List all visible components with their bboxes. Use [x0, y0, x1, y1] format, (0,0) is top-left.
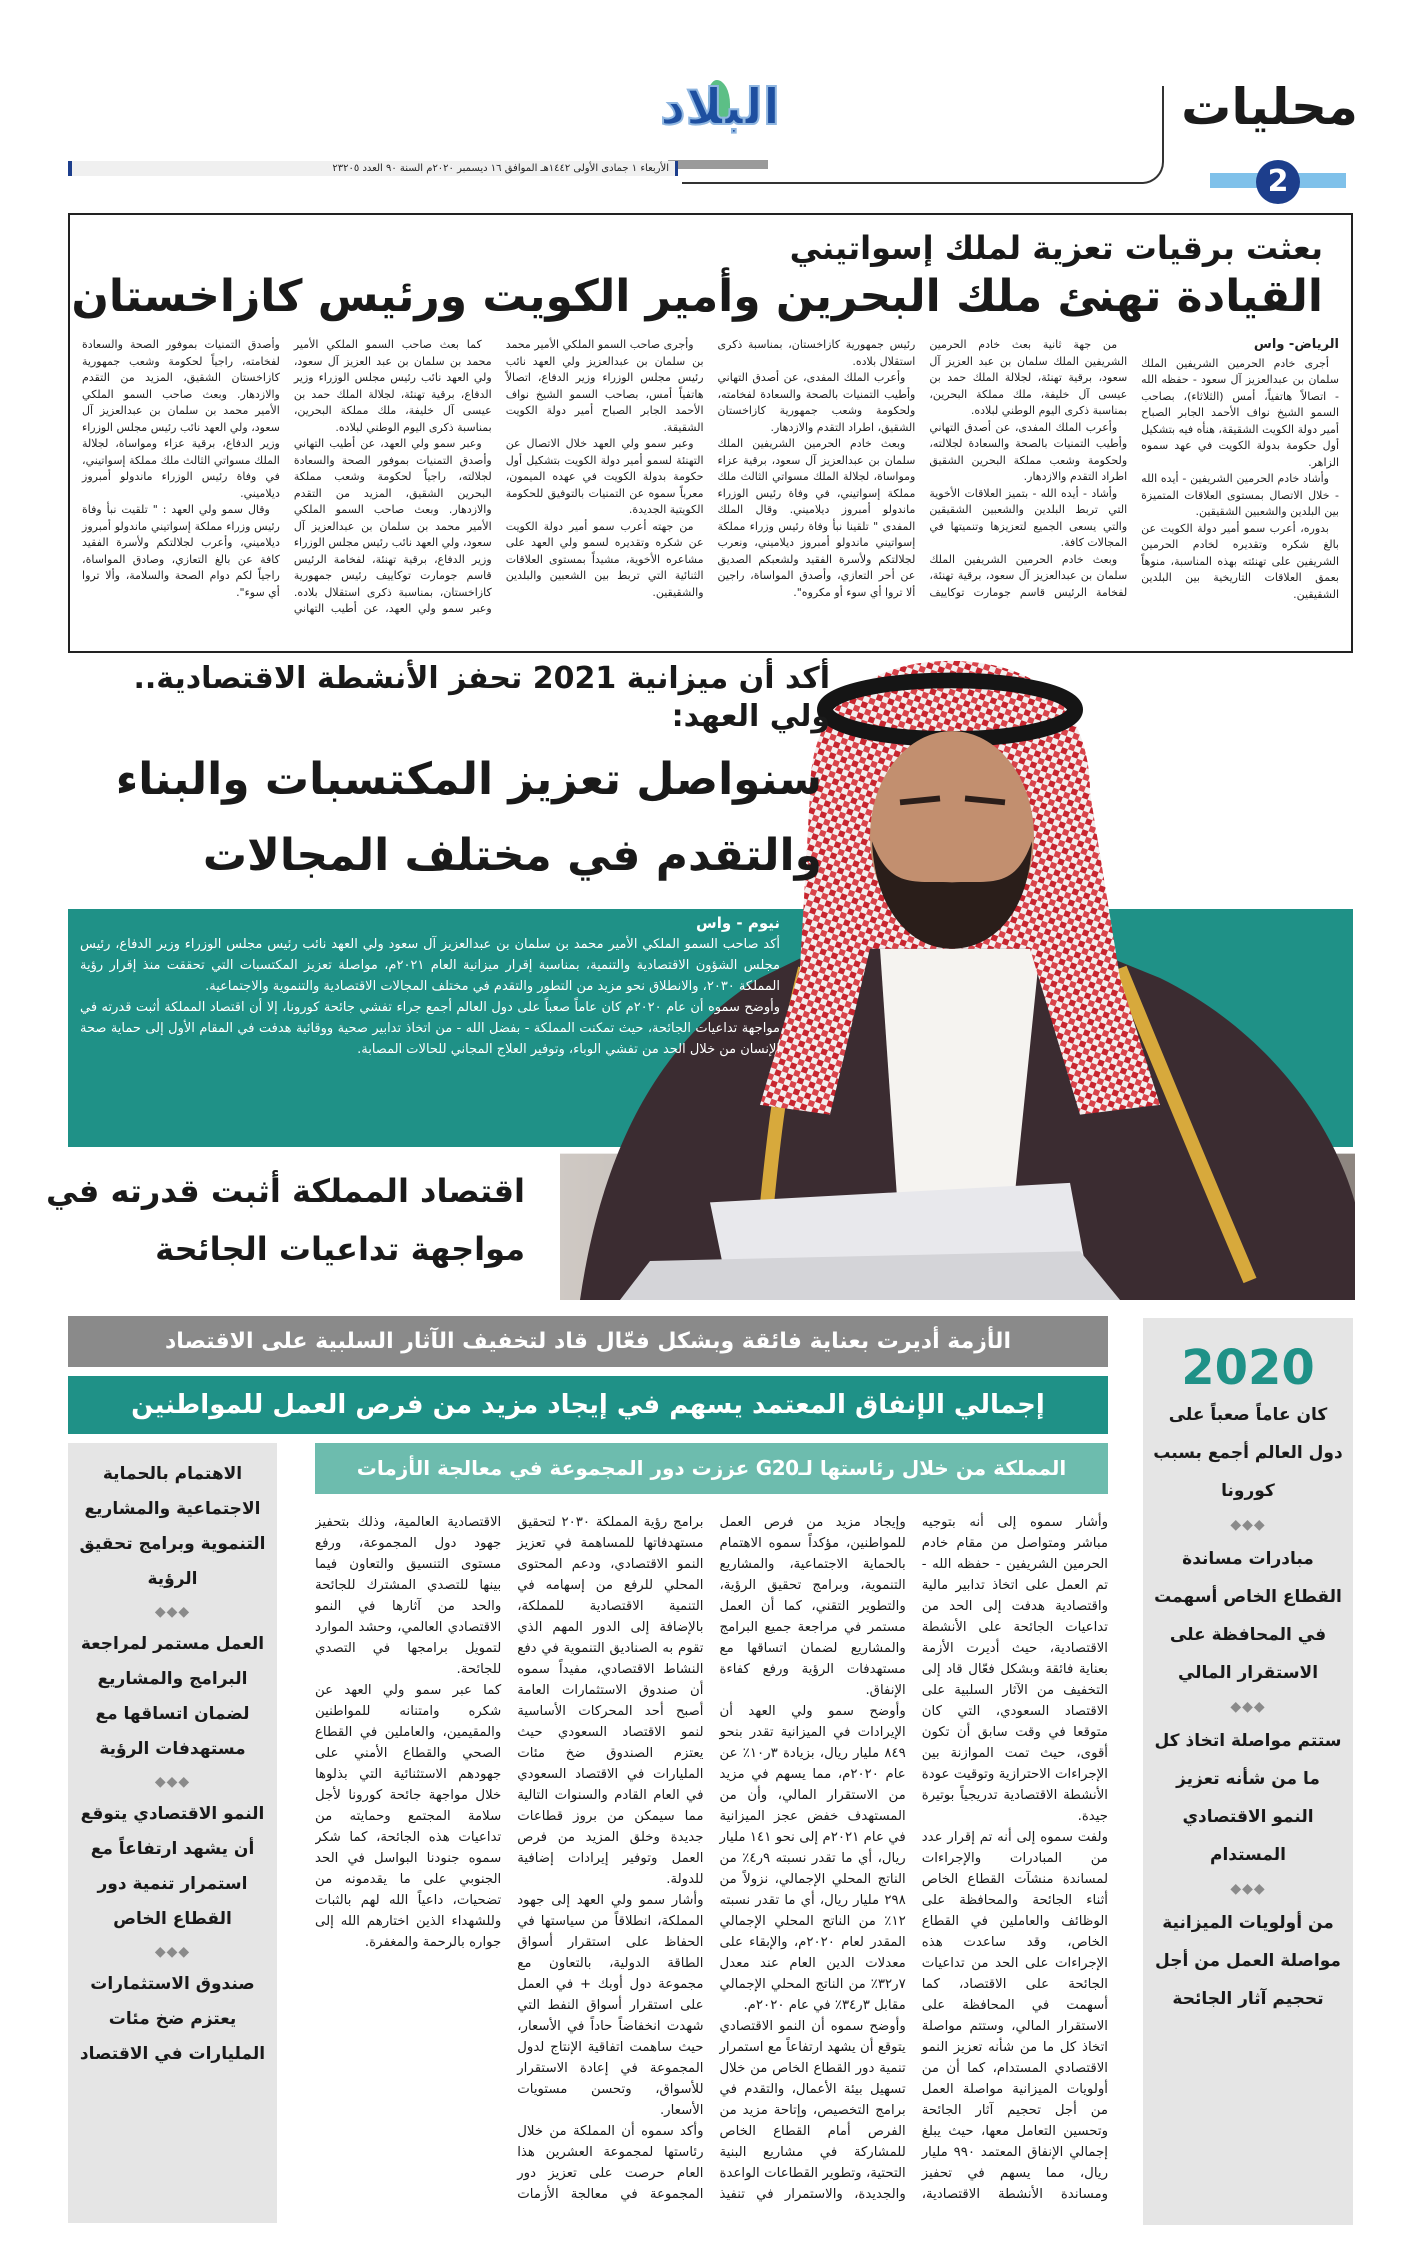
article-dateline: الرياض- واس: [1253, 337, 1339, 352]
lead-paragraph: وأوضح سموه أن عام ٢٠٢٠م كان عاماً صعباً على دول العالم أجمع جراء تفشي جائحة كورونا، إلا أن اقتصاد المملكة أثبت قدرته في مواجهة تداعيات الجائحة، حيث تمكنت المملكة - بفضل الله - من اتخاذ تدابير صحية ووقائية هدفت في المقام الأول إلى حماية صحة الإنسان من خلال الحد من تفشي الوباء، وتوفير العلاج المجاني للحالات المصابة.: [80, 1000, 780, 1057]
paragraph: وأعرب الملك المفدى، عن أصدق التهاني وأطيب التمنيات بالصحة والسعادة لجلالته، ولحكومة وشعب مملكة البحرين الشقيق اطراد التقدم والازدهار.: [929, 420, 1128, 483]
paragraph: ولفت سموه إلى أنه تم إقرار عدد من المبادرات والإجراءات لمساندة منشآت القطاع الخاص أثناء الجائحة والمحافظة على الوظائف والعاملين في القطاع الخاص، وقد ساعدت هذه الإجراءات على الحد من تداعيات الجائحة على الاقتصاد، كما أسهمت في المحافظة على الاستقرار المالي، وستتم مواصلة اتخاذ كل ما من شأنه تعزيز النمو الاقتصادي المستدام، كما أن من أولويات الميزانية مواصلة العمل من أجل تحجيم آثار الجائحة وتحسين التعامل معها، حيث يبلغ إجمالي الإنفاق المعتمد ٩٩٠ مليار ريال، مما يسهم في تحفيز ومساندة الأنشطة الاقتصادية، وإيجاد مزيد من فرص العمل للمواطنين، مؤكداً سموه الاهتمام بالحماية الاجتماعية، والمشاريع التنموية، وبرامج تحقيق الرؤية، والتطوير التقني، كما أن العمل مستمر في مراجعة جميع البرامج والمشاريع لضمان اتساقها مع مستهدفات الرؤية ورفع كفاءة الإنفاق.: [719, 1515, 1108, 2202]
highlight-year: 2020: [1181, 1340, 1315, 1396]
subheadline-line: اقتصاد المملكة أثبت قدرته في: [45, 1172, 525, 1210]
banner-gray: الأزمة أديرت بعناية فائقة وبشكل فعّال قاد لتخفيف الآثار السلبية على الاقتصاد: [68, 1316, 1108, 1367]
paragraph: أجرى خادم الحرمين الشريفين الملك سلمان بن عبدالعزيز آل سعود - حفظه الله - اتصالاً هاتفياً، أمس (الثلاثاء)، بصاحب السمو الشيخ نواف الأحمد الجابر الصباح أمير دولة الكويت الشقيقة، هنأه فيه بتشكيل أول حكومة بدولة الكويت في عهد سموه الزاهر.: [1141, 356, 1339, 469]
article-kicker: بعثت برقيات تعزية لملك إسواتيني: [789, 229, 1323, 267]
article-headline: القيادة تهنئ ملك البحرين وأمير الكويت ورئيس كازاخستان: [71, 271, 1323, 322]
article-body: [82, 337, 1339, 618]
lead-paragraph: أكد صاحب السمو الملكي الأمير محمد بن سلمان بن عبدالعزيز آل سعود ولي العهد نائب رئيس مجلس الوزراء وزير الدفاع، رئيس مجلس الشؤون الاقتصادية والتنمية، بمناسبة إقرار ميزانية العام ٢٠٢١م، مواصلة تعزيز المكتسبات التي تحققت منذ إقرار رؤية المملكة ٢٠٣٠، والانطلاق نحو مزيد من التطور والتقدم في مختلف المجالات الاقتصادية والتنموية والاجتماعية.: [80, 937, 780, 994]
highlight-item: صندوق الاستثمارات يعتزم ضخ مئات المليارات في الاقتصاد: [79, 1974, 266, 2064]
main-article-body: [315, 1512, 1108, 2224]
highlights-sidebar-left: [68, 1443, 277, 2223]
highlight-item: العمل مستمر لمراجعة البرامج والمشاريع لضمان اتساقها مع مستهدفات الرؤية: [80, 1634, 265, 1759]
paragraph: وأجرى صاحب السمو الملكي الأمير محمد بن سلمان بن عبدالعزيز ولي العهد نائب رئيس مجلس الوزراء وزير الدفاع، اتصالاً هاتفياً أمس، بصاحب السمو الشيخ نواف الأحمد الجابر الصباح أمير دولة الكويت الشقيقة.: [505, 338, 704, 434]
highlights-sidebar-right: [1143, 1318, 1353, 2225]
paragraph: من جهة ثانية بعث خادم الحرمين الشريفين الملك سلمان بن عبد العزيز آل سعود، برقية تهنئة، لجلالة الملك حمد بن عيسى آل خليفة، ملك مملكة البحرين، بمناسبة ذكرى اليوم الوطني لبلاده.: [929, 338, 1128, 417]
logo-underline: [668, 160, 768, 169]
paragraph: وعبر سمو ولي العهد خلال الاتصال عن التهنئة لسمو أمير دولة الكويت بتشكيل أول حكومة بدولة الكويت في عهده الميمون، معرباً سموه عن التمنيات بالتوفيق للحكومة الكويتية الجديدة.: [505, 437, 704, 516]
diamond-separator-icon: ◆◆◆: [154, 1944, 191, 1960]
page-number: 2: [1256, 160, 1300, 204]
highlight-item: مبادرات مساندة القطاع الخاص أسهمت في المحافظة على الاستقرار المالي: [1154, 1549, 1342, 1683]
newspaper-logo: [650, 78, 780, 158]
paragraph: كما بعث صاحب السمو الملكي الأمير محمد بن سلمان بن عبد العزيز آل سعود، ولي العهد نائب رئيس مجلس الوزراء وزير الدفاع، برقية تهنئة، لجلالة الملك حمد بن عيسى آل خليفة، ملك مملكة البحرين، بمناسبة ذكرى اليوم الوطني لبلاده.: [293, 338, 492, 434]
paragraph: من جهته أعرب سمو أمير دولة الكويت عن شكره وتقديره لسمو ولي العهد على مشاعره الأخوية، مشيداً بمستوى العلاقات الثنائية التي تربط بين الشعبين والبلدين والشقيقين.: [505, 519, 704, 599]
paragraph: وأوضح سموه أن النمو الاقتصادي يتوقع أن يشهد ارتفاعاً مع استمرار تنمية دور القطاع الخاص من خلال تسهيل بيئة الأعمال، والتقدم في برامج التخصيص، وإتاحة مزيد من الفرص أمام القطاع الخاص للمشاركة في مشاريع البنية التحتية، وتطوير القطاعات الواعدة والجديدة، والاستمرار في تنفيذ برامج رؤية المملكة ٢٠٣٠ لتحقيق مستهدفاتها للمساهمة في تعزيز النمو الاقتصادي، ودعم المحتوى المحلي للرفع من إسهامه في التنمية الاقتصادية للمملكة، بالإضافة إلى الدور المهم الذي تقوم به الصناديق التنموية في دفع النشاط الاقتصادي، مفيداً سموه أن صندوق الاستثمارات العامة أصبح أحد المحركات الأساسية لنمو الاقتصاد السعودي حيث يعتزم الصندوق ضخ مئات المليارات في الاقتصاد السعودي في العام القادم والسنوات التالية مما سيمكن من بروز قطاعات جديدة وخلق المزيد من فرص العمل وتوفير إيرادات إضافية للدولة.: [517, 1515, 906, 2202]
paragraph: وأشاد خادم الحرمين الشريفين - أيده الله - خلال الاتصال بمستوى العلاقات المتميزة بين البلدين والشعبين الشقيقين.: [1141, 472, 1339, 518]
paragraph: وبعث خادم الحرمين الشريفين الملك سلمان بن عبدالعزيز آل سعود، برقية عزاء ومواساة، لجلالة الملك مسواتي الثالث ملك مملكة إسواتيني، في وفاة رئيس الوزراء ماندولو أمبروز ديلاميني. وقال الملك المفدى " تلقينا نبأ وفاة رئيس وزراء مملكة إسواتيني ماندولو أمبروز ديلاميني، ونعرب لجلالتكم ولأسرة الفقيد ولشعبكم الصديق عن أحر التعازي، وأصدق المواساة، راجين ألا تروا أي سوء أو مكروه".: [717, 437, 916, 599]
paragraph: وأعرب الملك المفدى، عن أصدق التهاني وأطيب التمنيات بالصحة والسعادة لفخامته، ولحكومة وشعب جمهورية كازاخستان الشقيق، اطراد التقدم والازدهار.: [717, 371, 916, 434]
logo-text: البلاد: [660, 78, 780, 136]
paragraph: وأشاد - أيده الله - بتميز العلاقات الأخوية التي تربط البلدين والشعبين الشقيقين والتي يسعى الجميع لتعزيزها وتنميتها في المجالات كافة.: [929, 486, 1128, 549]
paragraph: وأشار سمو ولي العهد إلى جهود المملكة، انطلاقاً من سياستها في الحفاظ على استقرار أسواق الطاقة الدولية، بالتعاون مع مجموعة دول أوبك + في العمل على استقرار أسواق النفط التي شهدت انخفاضاً حاداً في الأسعار، حيث ساهمت اتفاقية الإنتاج لدول المجموعة في إعادة الاستقرار للأسواق، وتحسن مستويات الأسعار.: [517, 1893, 704, 2118]
diamond-separator-icon: ◆◆◆: [1230, 1881, 1266, 1897]
main-article-headline: [116, 742, 822, 894]
subheadline: [46, 1162, 525, 1278]
diamond-separator-icon: ◆◆◆: [154, 1604, 191, 1620]
diamond-separator-icon: ◆◆◆: [1230, 1517, 1266, 1533]
paragraph: وبعث خادم الحرمين الشريفين الملك سلمان بن عبدالعزيز آل سعود، برقية تهنئة، لفخامة الرئيس قاسم جومارت توكاييف رئيس جمهورية كازاخستان، بمناسبة ذكرى استقلال بلاده.: [717, 338, 1128, 599]
sidebar-spacer: [68, 1443, 277, 1457]
headline-line: سنواصل تعزيز المكتسبات والبناء: [115, 754, 822, 805]
paragraph: بدوره، أعرب سمو أمير دولة الكويت عن بالغ شكره وتقديره لخادم الحرمين الشريفين على تهنئته بهذه المناسبة، منوهاً بعمق العلاقات التاريخية بين البلدين الشقيقين.: [1141, 521, 1339, 601]
diamond-separator-icon: ◆◆◆: [1230, 1699, 1266, 1715]
subheadline-line: مواجهة تداعيات الجائحة: [155, 1230, 525, 1268]
diamond-separator-icon: ◆◆◆: [154, 1774, 191, 1790]
paragraph: كما عبر سمو ولي العهد عن شكره وامتنانه للمواطنين والمقيمين، والعاملين في القطاع الصحي والقطاع الأمني على جهودهم الاستثنائية التي بذلوها خلال مواجهة جائحة كورونا لأجل سلامة المجتمع وحمايته من تداعيات هذه الجائحة، كما شكر سموه جنودنا البواسل في الحد الجنوبي على ما يقدمونه من تضحيات، داعياً الله لهم بالثبات وللشهداء الذين اختارهم الله إلى جواره بالرحمة والمغفرة.: [315, 1683, 502, 1950]
highlight-item: من أولويات الميزانية مواصلة العمل من أجل تحجيم آثار الجائحة: [1155, 1913, 1341, 2009]
article-congratulations: [68, 213, 1353, 653]
main-article-kicker: أكد أن ميزانية 2021 تحفز الأنشطة الاقتصادية.. ولي العهد:: [133, 661, 830, 734]
paragraph: وقال سمو ولي العهد : " تلقيت نبأ وفاة رئيس وزراء مملكة إسواتيني ماندولو أمبروز ديلاميني، وأعرب لجلالتكم ولأسرة الفقيد كافة عن بالغ التعازي، وصادق المواساة، راجياً لكم دوام الصحة والسلامة، وألا تروا أي سوء".: [82, 503, 280, 599]
issue-dateline: الأربعاء ١ جمادى الأولى ١٤٤٢هـ الموافق ١٦ ديسمبر ٢٠٢٠م السنة ٩٠ العدد ٢٣٢٠٥: [68, 161, 678, 176]
lead-text: [80, 913, 780, 1060]
paragraph: وأوضح سمو ولي العهد أن الإيرادات في الميزانية تقدر بنحو ٨٤٩ مليار ريال، بزيادة ٣ر١٠٪ عن عام ٢٠٢٠م، مما يسهم في مزيد من الاستقرار المالي، وأن من المستهدف خفض عجز الميزانية في عام ٢٠٢١م إلى نحو ١٤١ مليار ريال، أي ما تقدر نسبته ٩ر٤٪ من الناتج المحلي الإجمالي، نزولاً من ٢٩٨ مليار ريال، أي ما تقدر نسبته ١٢٪ من الناتج المحلي الإجمالي المقدر لعام ٢٠٢٠م، والإبقاء على معدلات الدين العام عند معدل ٧ر٣٢٪ من الناتج المحلي الإجمالي مقابل ٣ر٣٤٪ في عام ٢٠٢٠م.: [719, 1704, 906, 2013]
paragraph: وأشار سموه إلى أنه بتوجيه مباشر ومتواصل من مقام خادم الحرمين الشريفين - حفظه الله - تم العمل على اتخاذ تدابير مالية واقتصادية هدفت إلى الحد من تداعيات الجائحة على الأنشطة الاقتصادية، حيث أديرت الأزمة بعناية فائقة وبشكل فعّال قاد إلى التخفيف من الآثار السلبية على الاقتصاد السعودي، التي كان متوقعا في وقت سابق أن تكون أقوى، حيث تمت الموازنة بين الإجراءات الاحترازية وتوقيت عودة الأنشطة الاقتصادية تدريجياً بوتيرة جيدة.: [921, 1515, 1108, 1824]
section-title: محليات: [1181, 78, 1358, 136]
lead-dateline: نيوم - واس: [696, 914, 780, 932]
headline-line: والتقدم في مختلف المجالات: [202, 830, 822, 881]
paragraph: وعبر سمو ولي العهد، عن أطيب التهاني وأصدق التمنيات بموفور الصحة والسعادة لجلالته، راجياً لحكومة وشعب مملكة البحرين الشقيق، المزيد من التقدم والازدهار. وبعث صاحب السمو الملكي الأمير محمد بن سلمان بن عبدالعزيز آل سعود، ولي العهد نائب رئيس مجلس الوزراء وزير الدفاع، برقية تهنئة، لفخامة الرئيس قاسم جومارت توكاييف رئيس جمهورية كازاخستان، بمناسبة ذكرى استقلال بلاده. وعبر سمو ولي العهد، عن أطيب التهاني وأصدق التمنيات بموفور الصحة والسعادة لفخامته، راجياً لحكومة وشعب جمهورية كازاخستان الشقيق، المزيد من التقدم والازدهار. وبعث صاحب السمو الملكي الأمير محمد بن سلمان بن عبدالعزيز آل سعود، ولي العهد نائب رئيس مجلس الوزراء وزير الدفاع، برقية عزاء ومواساة، لجلالة الملك مسواتي الثالث ملك مملكة إسواتيني، في وفاة رئيس الوزراء ماندولو أمبروز ديلاميني.: [82, 338, 492, 615]
highlight-item: الاهتمام بالحماية الاجتماعية والمشاريع التنموية وبرامج تحقيق الرؤية: [79, 1464, 266, 1589]
banner-light-teal: المملكة من خلال رئاستها لـG20 عززت دور المجموعة في معالجة الأزمات: [315, 1443, 1108, 1494]
highlight-item: النمو الاقتصادي يتوقع أن يشهد ارتفاعاً مع استمرار تنمية دور القطاع الخاص: [80, 1804, 265, 1929]
highlight-item: ستتم مواصلة اتخاذ كل ما من شأنه تعزيز النمو الاقتصادي المستدام: [1154, 1731, 1342, 1865]
paragraph: وأكد سموه أن المملكة من خلال رئاستها لمجموعة العشرين هذا العام حرصت على تعزيز دور المجموعة في معالجة الأزمات الاقتصادية العالمية، وذلك بتحفيز جهود دول المجموعة، ورفع مستوى التنسيق والتعاون فيما بينها للتصدي المشترك للجائحة والحد من آثارها في النمو الاقتصادي العالمي، وحشد الموارد لتمويل برامجها في التصدي للجائحة.: [315, 1515, 704, 2202]
banner-teal: إجمالي الإنفاق المعتمد يسهم في إيجاد مزيد من فرص العمل للمواطنين: [68, 1376, 1108, 1434]
highlight-item: كان عاماً صعباً على دول العالم أجمع بسبب كورونا: [1153, 1405, 1343, 1501]
